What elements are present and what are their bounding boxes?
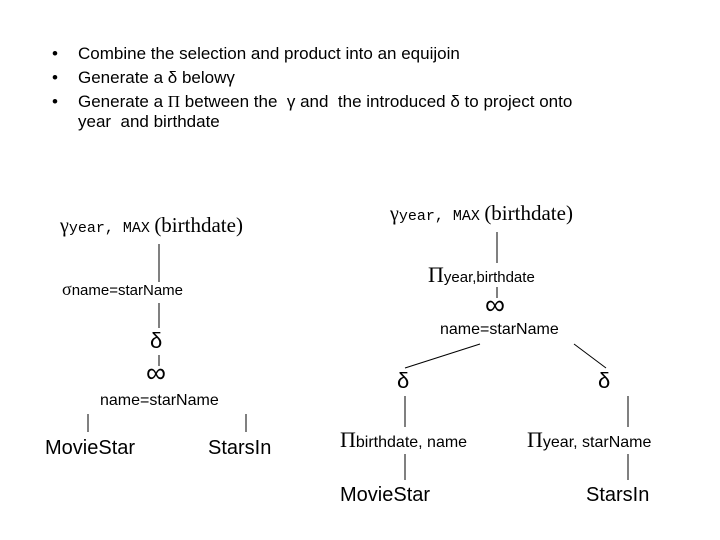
gamma-symbol: γ [60, 215, 69, 237]
bullet-marker: • [52, 92, 58, 111]
right-delta-left: δ [397, 368, 410, 393]
right-join-symbol: ∞ [485, 289, 505, 320]
bullet-marker: • [52, 44, 58, 63]
pi-symbol: Π [167, 92, 181, 111]
right-join-condition: name=starName [440, 321, 559, 338]
right-projection-node [428, 262, 535, 288]
bullet-marker: • [52, 68, 58, 87]
bullet-continuation: year and birthdate [78, 112, 220, 131]
bullet-text: between the γ and the introduced δ to project onto [180, 92, 573, 111]
gamma-subscript: year, MAX [68, 220, 150, 237]
left-delta-node: δ [150, 328, 163, 353]
gamma-argument: (birthdate) [154, 213, 243, 237]
left-gamma-node [60, 213, 243, 238]
left-leaf-moviestar: MovieStar [45, 437, 136, 459]
left-join-condition: name=starName [100, 392, 219, 409]
pi-symbol: Π [428, 262, 444, 287]
sigma-symbol: σ [62, 279, 72, 299]
right-leaf-moviestar: MovieStar [340, 484, 431, 506]
projection-attributes: year,birthdate [443, 269, 535, 286]
right-projection-right [527, 427, 651, 453]
edge [574, 344, 606, 368]
bullet-text: Generate a δ belowγ [78, 68, 235, 87]
left-join-symbol: ∞ [146, 357, 166, 388]
right-gamma-node [390, 201, 573, 226]
projection-attributes: year, starName [542, 434, 652, 451]
left-leaf-starsin: StarsIn [208, 437, 272, 459]
gamma-argument: (birthdate) [484, 201, 573, 225]
projection-attributes: birthdate, name [355, 434, 468, 451]
gamma-symbol: γ [390, 203, 399, 225]
bullet-text: Combine the selection and product into an equijoin [78, 44, 460, 63]
right-leaf-starsin: StarsIn [586, 484, 650, 506]
pi-symbol: Π [527, 427, 543, 452]
gamma-subscript: year, MAX [398, 208, 480, 225]
selection-condition: name=starName [71, 282, 184, 299]
right-delta-right: δ [598, 368, 611, 393]
bullet-text: Generate a [78, 92, 168, 111]
pi-symbol: Π [340, 427, 356, 452]
right-projection-left [340, 427, 467, 453]
left-selection-node [62, 279, 183, 300]
edge [405, 344, 480, 368]
